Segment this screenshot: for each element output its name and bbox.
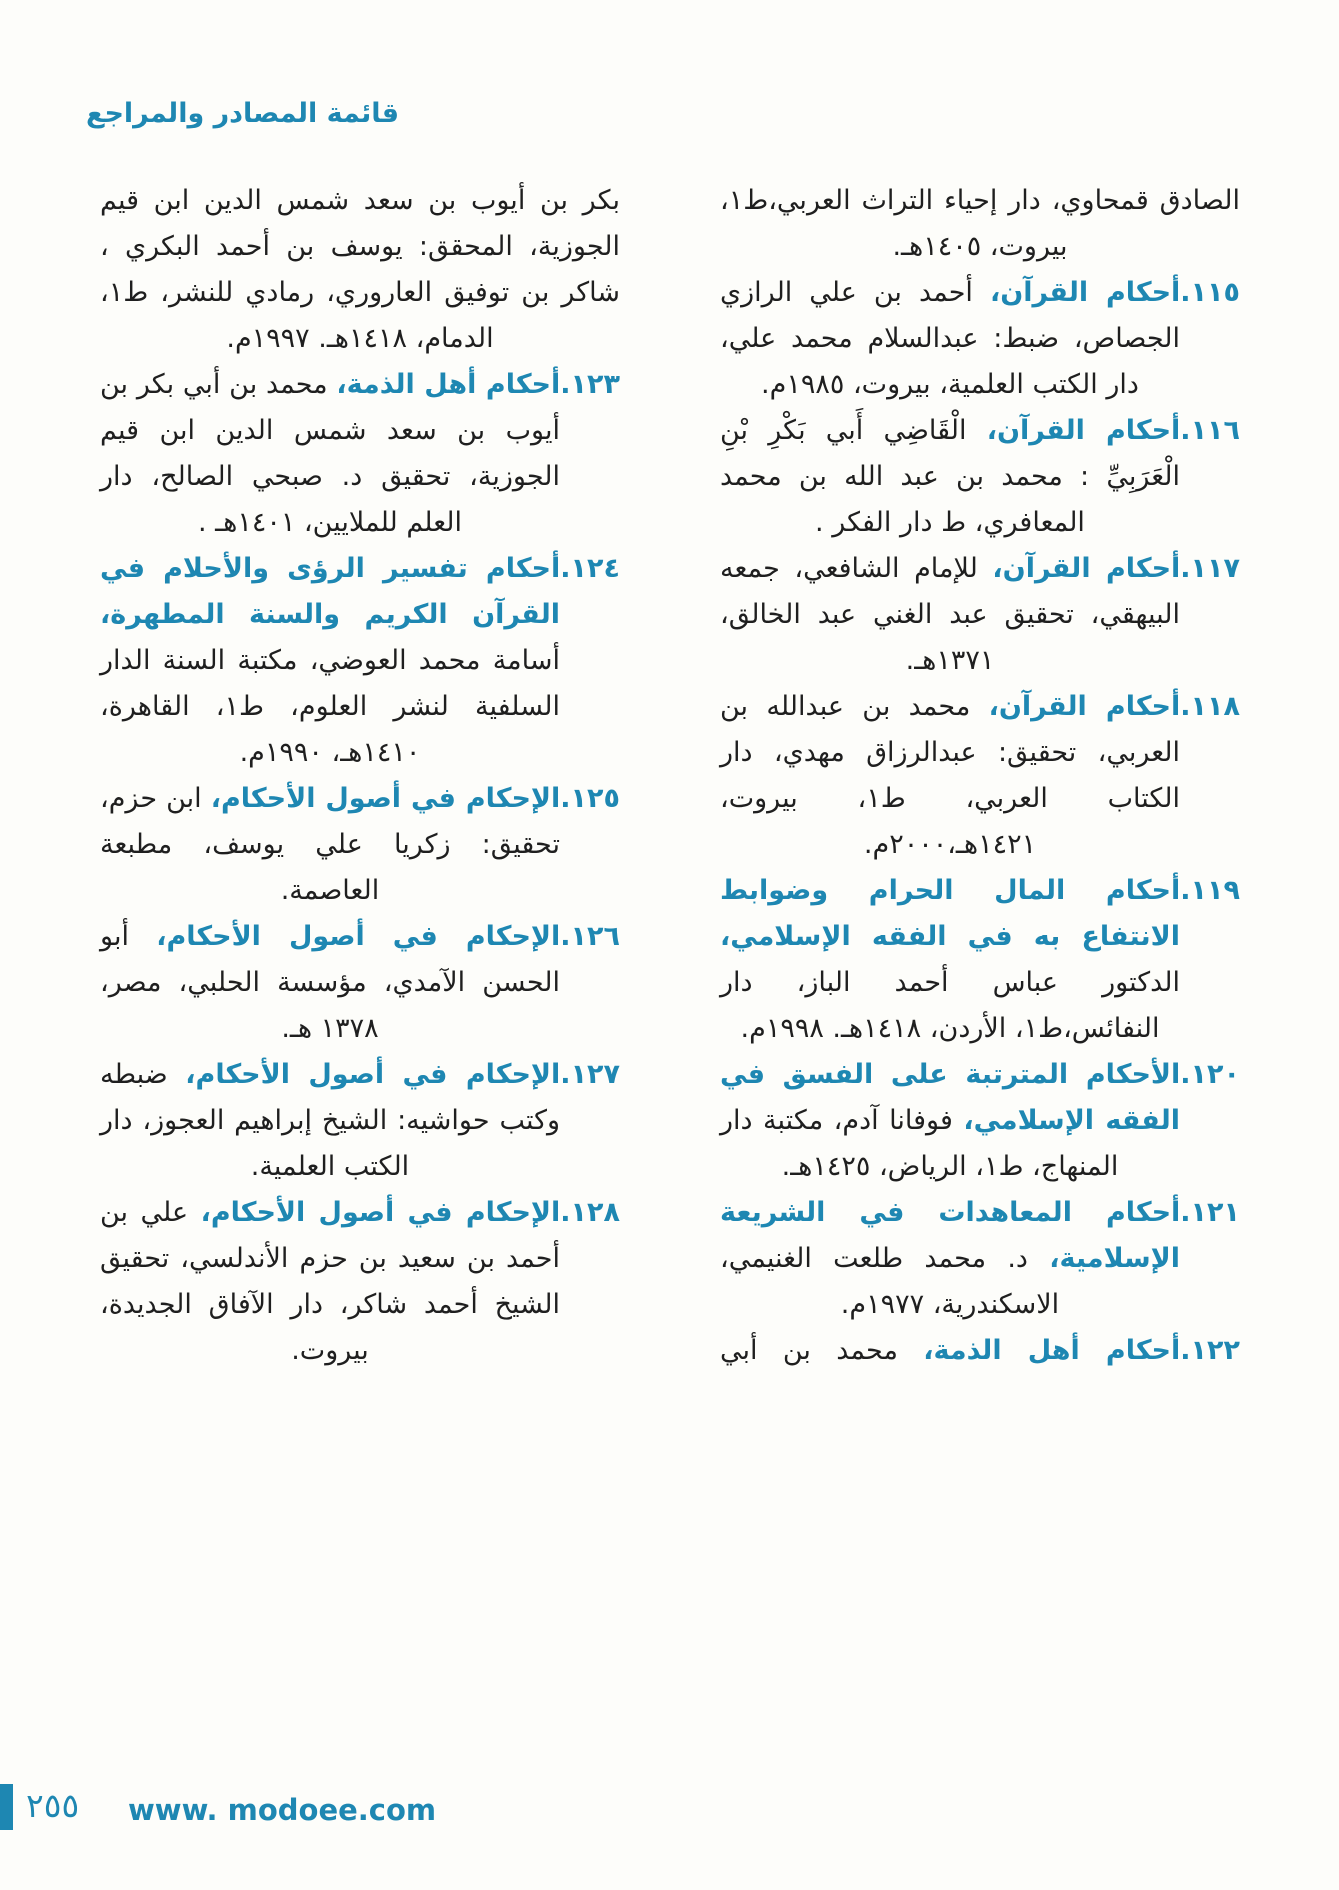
bibliography-entry [720,408,1240,546]
entry-number: ١٢٧. [560,1059,621,1090]
entry-number: ١١٨. [1180,691,1240,722]
footer-accent-bar [0,1784,13,1830]
entry-number: ١٢٤. [560,553,620,584]
entry-title: أحكام تفسير الرؤى والأحلام في القرآن الكريم والسنة المطهرة، [100,553,561,630]
bibliography-entry [720,868,1240,1052]
bibliography-entry [100,1190,620,1374]
entry-text: علي بن أحمد بن سعيد بن حزم الأندلسي، تحقيق الشيخ أحمد شاكر، دار الآفاق الجديدة، بيروت. [100,1197,560,1366]
entry-title: الإحكام في أصول الأحكام، [200,1197,561,1228]
bibliography-entry [100,1052,620,1190]
bibliography-entry [100,546,620,776]
content-columns [100,178,1240,1374]
entry-title: أحكام القرآن، [992,553,1181,584]
entry-number: ١٢٥. [560,783,620,814]
entry-text: فوفانا آدم، مكتبة دار المنهاج، ط١، الرياض، ١٤٢٥هـ. [720,1105,1119,1182]
entry-title: الإحكام في أصول الأحكام، [156,921,561,952]
bibliography-entry [100,362,620,546]
entry-continuation [720,178,1240,270]
entry-title: أحكام المعاهدات في الشريعة الإسلامية، [720,1197,1181,1274]
entry-number: ١١٥. [1180,277,1241,308]
entry-text: أحمد بن علي الرازي الجصاص، ضبط: عبدالسلام محمد علي، دار الكتب العلمية، بيروت، ١٩٨٥م. [720,277,1180,400]
column-right [720,178,1240,1374]
bibliography-entry [720,546,1240,684]
entry-number: ١٢١. [1180,1197,1240,1228]
entry-title: أحكام المال الحرام وضوابط الانتفاع به في الفقه الإسلامي، [720,875,1181,952]
entry-text: أسامة محمد العوضي، مكتبة السنة الدار السلفية لنشر العلوم، ط١، القاهرة، ١٤١٠هـ، ١٩٩٠م. [100,645,561,768]
entry-number: ١٢٢. [1180,1335,1240,1366]
entry-number: ١٢٣. [560,369,620,400]
entry-text: ابن حزم، تحقيق: زكريا علي يوسف، مطبعة العاصمة. [100,783,560,906]
entry-number: ١١٧. [1180,553,1240,584]
entry-title: الإحكام في أصول الأحكام، [185,1059,561,1090]
column-left [100,178,620,1374]
entry-text: الْقَاضِي أَبي بَكْرِ بْنِ الْعَرَبِيِّ : محمد بن عبد الله بن محمد المعافري، ط دار الفكر . [720,415,1180,538]
page-number: ٢٥٥ [26,1786,80,1825]
entry-text: محمد بن أبي [720,1335,924,1366]
entry-number: ١٢٦. [560,921,620,952]
entry-text: د. محمد طلعت الغنيمي، الاسكندرية، ١٩٧٧م. [720,1243,1060,1320]
bibliography-entry [720,1328,1240,1374]
bibliography-entry [720,1052,1240,1190]
entry-title: أحكام أهل الذمة، [336,369,561,400]
entry-text: أبو الحسن الآمدي، مؤسسة الحلبي، مصر، ١٣٧٨ هـ. [100,921,560,1044]
entry-text: محمد بن عبدالله بن العربي، تحقيق: عبدالرزاق مهدي، دار الكتاب العربي، ط١، بيروت، ١٤٢١هـ،٢٠٠٠م. [720,691,1181,860]
entry-number: ١٢٨. [560,1197,620,1228]
bibliography-entry [720,684,1240,868]
entry-title: الأحكام المترتبة على الفسق في الفقه الإسلامي، [720,1059,1181,1136]
entry-title: أحكام أهل الذمة، [923,1335,1181,1366]
bibliography-entry [100,914,620,1052]
bibliography-entry [720,1190,1240,1328]
website-text: www. modoee.com [128,1793,437,1827]
entry-text: محمد بن أبي بكر بن أيوب بن سعد شمس الدين ابن قيم الجوزية، تحقيق د. صبحي الصالح، دار العلم للملايين، ١٤٠١هـ . [100,369,560,538]
entry-number: ١٢٠. [1180,1059,1240,1090]
entry-title: أحكام القرآن، [988,691,1181,722]
entry-title: أحكام القرآن، [989,277,1181,308]
entry-text: للإمام الشافعي، جمعه البيهقي، تحقيق عبد الغني عبد الخالق، ١٣٧١هـ. [720,553,1180,676]
bibliography-entry [100,776,620,914]
bibliography-entry [720,270,1240,408]
entry-text: الصادق قمحاوي، دار إحياء التراث العربي،ط١، بيروت، ١٤٠٥هـ. [720,185,1240,262]
entry-number: ١١٦. [1180,415,1241,446]
entry-text: بكر بن أيوب بن سعد شمس الدين ابن قيم الجوزية، المحقق: يوسف بن أحمد البكري ، شاكر بن توفيق العاروري، رمادي للنشر، ط١، الدمام، ١٤١٨هـ. ١٩٩٧م. [100,185,620,354]
entry-continuation [100,178,620,362]
entry-text: ضبطه وكتب حواشيه: الشيخ إبراهيم العجوز، دار الكتب العلمية. [100,1059,560,1182]
entry-title: أحكام القرآن، [986,415,1181,446]
entry-title: الإحكام في أصول الأحكام، [210,783,561,814]
entry-number: ١١٩. [1180,875,1240,906]
entry-text: الدكتور عباس أحمد الباز، دار النفائس،ط١، الأردن، ١٤١٨هـ. ١٩٩٨م. [720,967,1180,1044]
page-header-title: قائمة المصادر والمراجع [86,98,400,129]
